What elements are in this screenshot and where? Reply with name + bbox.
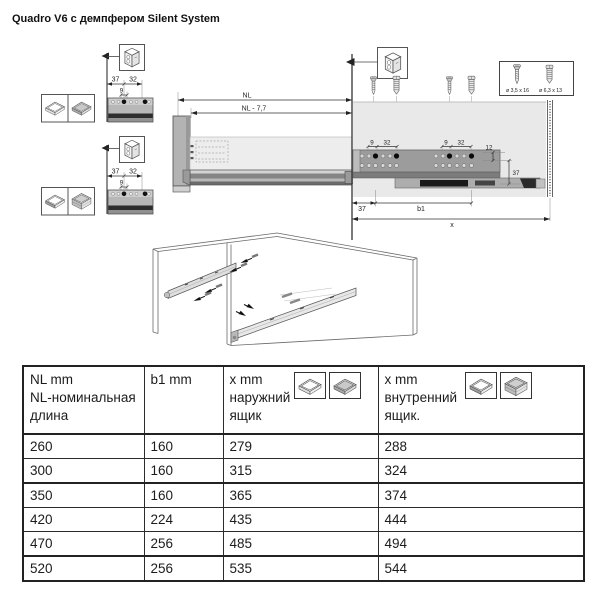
dim-12: 12: [485, 144, 493, 152]
dim-32: 32: [457, 139, 465, 147]
cell-x-inner: 544: [378, 556, 584, 581]
dim-9: 9: [119, 87, 124, 95]
cell-x-outer: 435: [223, 508, 378, 532]
cell-b1: 160: [144, 459, 223, 484]
header-text: длина: [30, 407, 69, 423]
right-slide-rail: [231, 288, 356, 343]
cell-b1: 160: [144, 434, 223, 459]
table-row: [23, 434, 584, 459]
mounting-detail-bottom: [102, 137, 154, 215]
dim-9: 9: [119, 179, 124, 187]
header-text: NL-номинальная: [30, 389, 136, 405]
cell-x-inner: 288: [378, 434, 584, 459]
cell-x-inner: 324: [378, 459, 584, 484]
cell-x-inner: 444: [378, 508, 584, 532]
header-text: x mm: [229, 372, 263, 387]
screw-legend: [500, 62, 574, 96]
cell-x-inner: 374: [378, 483, 584, 508]
table-row: [23, 532, 584, 557]
table-row: [23, 483, 584, 508]
header-text: внутренний: [384, 389, 458, 405]
screw-size-large: ø 6,3 x 13: [538, 88, 563, 94]
cell-b1: 256: [144, 532, 223, 557]
cell-nl: 350: [23, 483, 144, 508]
slide-rail-side: [183, 170, 358, 185]
drawer-icon: [329, 372, 361, 399]
dim-x: x: [450, 222, 454, 229]
header-text: b1 mm: [150, 372, 192, 387]
screw-icon: [446, 77, 452, 95]
drawer-icon: [294, 372, 326, 399]
side-view-drawing: [173, 92, 358, 192]
dim-32: 32: [129, 168, 137, 176]
screw-size-small: ø 3,5 x 16: [505, 88, 530, 94]
mounting-block-icon: [385, 53, 400, 73]
header-text: ящик: [229, 407, 262, 423]
drawer-side-panel: [190, 137, 352, 170]
cell-nl: 470: [23, 532, 144, 557]
dim-37: 37: [111, 168, 120, 176]
outer-drawer-icons: [294, 372, 361, 399]
drawer-icon: [465, 372, 497, 399]
table-header-row: [23, 366, 584, 434]
dim-37: 37: [111, 76, 120, 84]
header-text: x mm: [384, 372, 418, 387]
cell-b1: 160: [144, 483, 223, 508]
table-row: [23, 556, 584, 581]
table-row: [23, 508, 584, 532]
drawer-type-icons-bottom: [42, 188, 95, 216]
header-text: NL mm: [30, 372, 73, 387]
dim-nl-minus: NL - 7,7: [241, 105, 267, 113]
screw-icon: [370, 77, 376, 95]
cell-b1: 224: [144, 508, 223, 532]
cell-nl: 420: [23, 508, 144, 532]
isometric-installation-drawing: [153, 233, 417, 346]
screw-icon: [468, 76, 475, 94]
col-header-nl: [23, 366, 144, 434]
cell-nl: 260: [23, 434, 144, 459]
rail-profile: [108, 98, 153, 122]
dim-32: 32: [383, 139, 391, 147]
cell-x-inner: 494: [378, 532, 584, 557]
inner-drawer-icons: [465, 372, 532, 399]
header-text: ящик.: [384, 407, 421, 423]
dim-9: 9: [370, 139, 374, 147]
dimensions-table: [22, 365, 585, 582]
dim-32: 32: [129, 76, 137, 84]
screw-icon: [393, 76, 400, 94]
dim-37-front: 37: [358, 206, 366, 213]
col-header-b1: [144, 366, 223, 434]
cell-x-outer: 279: [223, 434, 378, 459]
left-slide-rail: [164, 263, 236, 299]
dim-nl: NL: [242, 92, 252, 100]
cell-nl: 520: [23, 556, 144, 581]
drawer-type-icons-top: [42, 95, 95, 123]
drawer-icon: [500, 372, 532, 399]
page-title: Quadro V6 с демпфером Silent System: [12, 13, 220, 25]
cell-x-outer: 365: [223, 483, 378, 508]
cell-x-outer: 485: [223, 532, 378, 557]
cell-nl: 300: [23, 459, 144, 484]
front-edge-arrow-icon: [102, 145, 110, 152]
table-row: [23, 459, 584, 484]
mounting-block-icon: [125, 48, 139, 67]
dim-37: 37: [512, 170, 520, 177]
col-header-x-inner: [378, 366, 584, 434]
dim-b1: b1: [417, 206, 425, 213]
front-edge-arrow-icon: [346, 58, 355, 66]
mounting-block-icon: [125, 140, 139, 159]
rail-profile: [108, 190, 153, 214]
front-edge-arrow-icon: [102, 53, 110, 60]
mounting-detail-top: [102, 45, 154, 123]
cell-b1: 256: [144, 556, 223, 581]
cell-x-outer: 535: [223, 556, 378, 581]
cell-x-outer: 315: [223, 459, 378, 484]
header-text: наружний: [229, 389, 291, 405]
dim-9: 9: [444, 139, 448, 147]
col-header-x-outer: [223, 366, 378, 434]
